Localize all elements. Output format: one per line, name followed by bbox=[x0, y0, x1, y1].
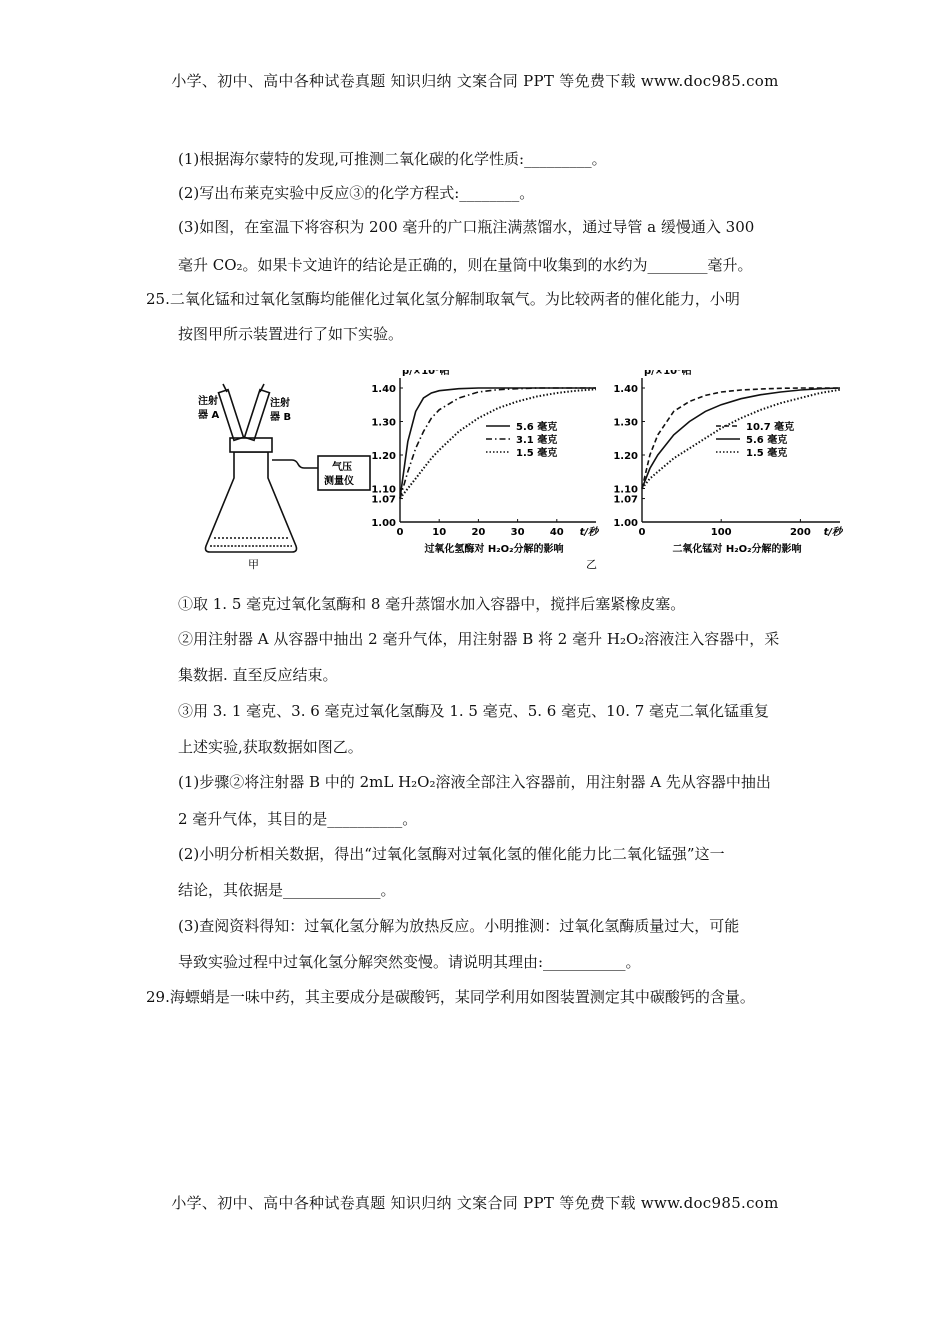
apparatus-caption: 甲 bbox=[248, 558, 259, 571]
q25-q3-line1: (3)查阅资料得知：过氧化氢分解为放热反应。小明推测：过氧化氢酶质量过大，可能 bbox=[178, 917, 740, 935]
syringe-b-label-1: 注射 bbox=[270, 398, 290, 409]
syringe-b bbox=[245, 390, 270, 441]
legend-label: 1.5 毫克 bbox=[746, 448, 788, 459]
chart-enzyme bbox=[371, 370, 600, 555]
chart-title: 二氧化锰对 H₂O₂分解的影响 bbox=[672, 544, 802, 555]
gauge-label-2: 测量仪 bbox=[324, 476, 354, 487]
syringe-a-label-2: 器 A bbox=[198, 410, 220, 421]
x-tick-label: 100 bbox=[710, 527, 732, 538]
y-tick-label: 1.00 bbox=[613, 518, 638, 529]
y-tick-label: 1.20 bbox=[613, 451, 638, 462]
experiment-figure bbox=[196, 370, 846, 576]
legend-label: 5.6 毫克 bbox=[746, 435, 788, 446]
chart-group-caption: 乙 bbox=[586, 558, 597, 571]
series-line-2 bbox=[642, 388, 840, 489]
y-tick-label: 1.30 bbox=[613, 417, 638, 429]
y-tick-label: 1.30 bbox=[371, 417, 396, 429]
x-axis-label: t/秒 bbox=[579, 527, 598, 538]
chart-mno2 bbox=[613, 370, 844, 555]
series-line-3 bbox=[400, 389, 596, 498]
x-axis-label: t/秒 bbox=[823, 527, 842, 538]
x-tick-label: 20 bbox=[471, 527, 486, 538]
page-header: 小学、初中、高中各种试卷真题 知识归纳 文案合同 PPT 等免费下载 www.doc985.com bbox=[171, 72, 779, 90]
connecting-tube bbox=[272, 460, 318, 468]
q24-part3-line1: (3)如图，在室温下将容积为 200 毫升的广口瓶注满蒸馏水，通过导管 a 缓慢通入 300 bbox=[178, 218, 755, 236]
q24-part3-line2: 毫升 CO₂。如果卡文迪许的结论是正确的，则在量筒中收集到的水约为________毫升。 bbox=[178, 256, 753, 274]
q25-q3-line2: 导致实验过程中过氧化氢分解突然变慢。请说明其理由:___________。 bbox=[178, 953, 641, 971]
series-line-1 bbox=[400, 388, 596, 499]
legend-label: 5.6 毫克 bbox=[516, 422, 558, 433]
x-tick-label: 40 bbox=[549, 527, 564, 538]
y-tick-label: 1.07 bbox=[371, 494, 396, 506]
q25-q2-line2: 结论，其依据是_____________。 bbox=[178, 881, 396, 899]
y-tick-label: 1.10 bbox=[371, 484, 396, 496]
y-tick-label: 1.40 bbox=[371, 384, 396, 395]
x-tick-label: 10 bbox=[432, 527, 447, 538]
y-tick-label: 1.40 bbox=[613, 384, 638, 395]
series-line-3 bbox=[642, 390, 840, 489]
q29-text: 29.海螵蛸是一味中药，其主要成分是碳酸钙，某同学利用如图装置测定其中碳酸钙的含量。 bbox=[146, 988, 755, 1006]
q25-step2-line2: 集数据. 直至反应结束。 bbox=[178, 666, 338, 684]
y-tick-label: 1.20 bbox=[371, 451, 396, 462]
figure-svg bbox=[196, 370, 846, 576]
gauge-label-1: 气压 bbox=[332, 462, 352, 473]
q25-step3-line2: 上述实验,获取数据如图乙。 bbox=[178, 738, 363, 756]
syringe-a-label-1: 注射 bbox=[198, 396, 218, 407]
syringe-b-label-2: 器 B bbox=[270, 412, 292, 423]
chart-title: 过氧化氢酶对 H₂O₂分解的影响 bbox=[424, 544, 564, 555]
q24-part1: (1)根据海尔蒙特的发现,可推测二氧化碳的化学性质:_________。 bbox=[178, 150, 607, 168]
legend-label: 1.5 毫克 bbox=[516, 448, 558, 459]
q25-step3-line1: ③用 3. 1 毫克、3. 6 毫克过氧化氢酶及 1. 5 毫克、5. 6 毫克、10. 7 毫克二氧化锰重复 bbox=[178, 702, 770, 720]
y-tick-label: 1.00 bbox=[371, 518, 396, 529]
x-tick-label: 30 bbox=[510, 527, 525, 538]
y-tick-label: 1.07 bbox=[613, 494, 638, 506]
legend-label: 10.7 毫克 bbox=[746, 422, 795, 433]
x-tick-label: 0 bbox=[396, 527, 404, 538]
q25-step2-line1: ②用注射器 A 从容器中抽出 2 毫升气体，用注射器 B 将 2 毫升 H₂O₂溶液注入容器中，采 bbox=[178, 630, 780, 648]
x-tick-label: 0 bbox=[638, 527, 646, 538]
q25-intro-line2: 按图甲所示装置进行了如下实验。 bbox=[178, 325, 404, 343]
syringe-a bbox=[219, 390, 244, 441]
page-footer: 小学、初中、高中各种试卷真题 知识归纳 文案合同 PPT 等免费下载 www.doc985.com bbox=[171, 1194, 779, 1212]
y-axis-label: p/×10⁵帕 bbox=[644, 370, 692, 377]
y-axis-label: p/×10⁵帕 bbox=[402, 370, 450, 377]
q25-intro-line1: 25.二氧化锰和过氧化氢酶均能催化过氧化氢分解制取氧气。为比较两者的催化能力，小明 bbox=[146, 290, 740, 308]
q25-q1-line1: (1)步骤②将注射器 B 中的 2mL H₂O₂溶液全部注入容器前，用注射器 A 先从容器中抽出 bbox=[178, 773, 771, 791]
conical-flask bbox=[206, 452, 297, 552]
q24-part2: (2)写出布莱克实验中反应③的化学方程式:________。 bbox=[178, 184, 535, 202]
q25-step1: ①取 1. 5 毫克过氧化氢酶和 8 毫升蒸馏水加入容器中，搅拌后塞紧橡皮塞。 bbox=[178, 595, 686, 613]
legend-label: 3.1 毫克 bbox=[516, 435, 558, 446]
q25-q2-line1: (2)小明分析相关数据，得出“过氧化氢酶对过氧化氢的催化能力比二氧化锰强”这一 bbox=[178, 845, 725, 863]
y-tick-label: 1.10 bbox=[613, 484, 638, 496]
q25-q1-line2: 2 毫升气体，其目的是__________。 bbox=[178, 810, 418, 828]
series-line-2 bbox=[400, 388, 596, 499]
x-tick-label: 200 bbox=[789, 527, 811, 538]
